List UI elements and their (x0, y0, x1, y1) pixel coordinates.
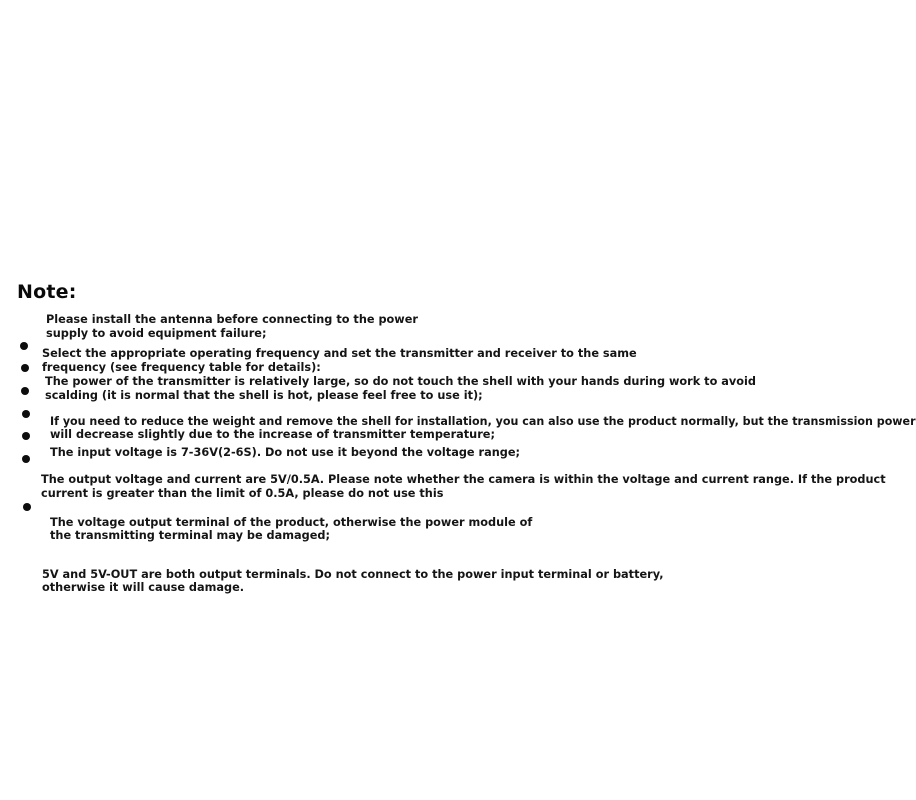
note-text-line: Select the appropriate operating frequency and set the transmitter and receiver to the same (42, 347, 637, 360)
note-text-line: scalding (it is normal that the shell is hot, please feel free to use it); (45, 389, 483, 402)
bullet-dot (22, 432, 30, 440)
bullet-dot (21, 387, 29, 395)
note-text-line: frequency (see frequency table for details): (42, 361, 321, 374)
note-text-line: will decrease slightly due to the increase of transmitter temperature; (50, 428, 495, 441)
note-text-line: Please install the antenna before connecting to the power (46, 313, 418, 326)
note-text-line: the transmitting terminal may be damaged; (50, 529, 331, 542)
note-text-line: The input voltage is 7-36V(2-6S). Do not use it beyond the voltage range; (50, 446, 521, 459)
bullet-dot (20, 342, 28, 350)
bullet-dot (22, 410, 30, 418)
note-text-line: otherwise it will cause damage. (42, 581, 245, 594)
note-text-line: The voltage output terminal of the product, otherwise the power module of (50, 516, 533, 529)
note-text-line: current is greater than the limit of 0.5A, please do not use this (41, 487, 444, 500)
bullet-dot (22, 455, 30, 463)
page-title: Note: (17, 281, 77, 303)
bullet-dot (23, 503, 31, 511)
note-text-line: supply to avoid equipment failure; (46, 327, 267, 340)
bullet-dot (21, 364, 29, 372)
note-text-line: 5V and 5V-OUT are both output terminals. Do not connect to the power input terminal or battery, (42, 568, 664, 581)
note-text-line: If you need to reduce the weight and remove the shell for installation, you can also use the product normally, but the transmission power (50, 415, 916, 428)
note-text-line: The power of the transmitter is relatively large, so do not touch the shell with your hands during work to avoid (45, 375, 756, 388)
note-text-line: The output voltage and current are 5V/0.5A. Please note whether the camera is within the voltage and current range. If the product (41, 473, 886, 486)
